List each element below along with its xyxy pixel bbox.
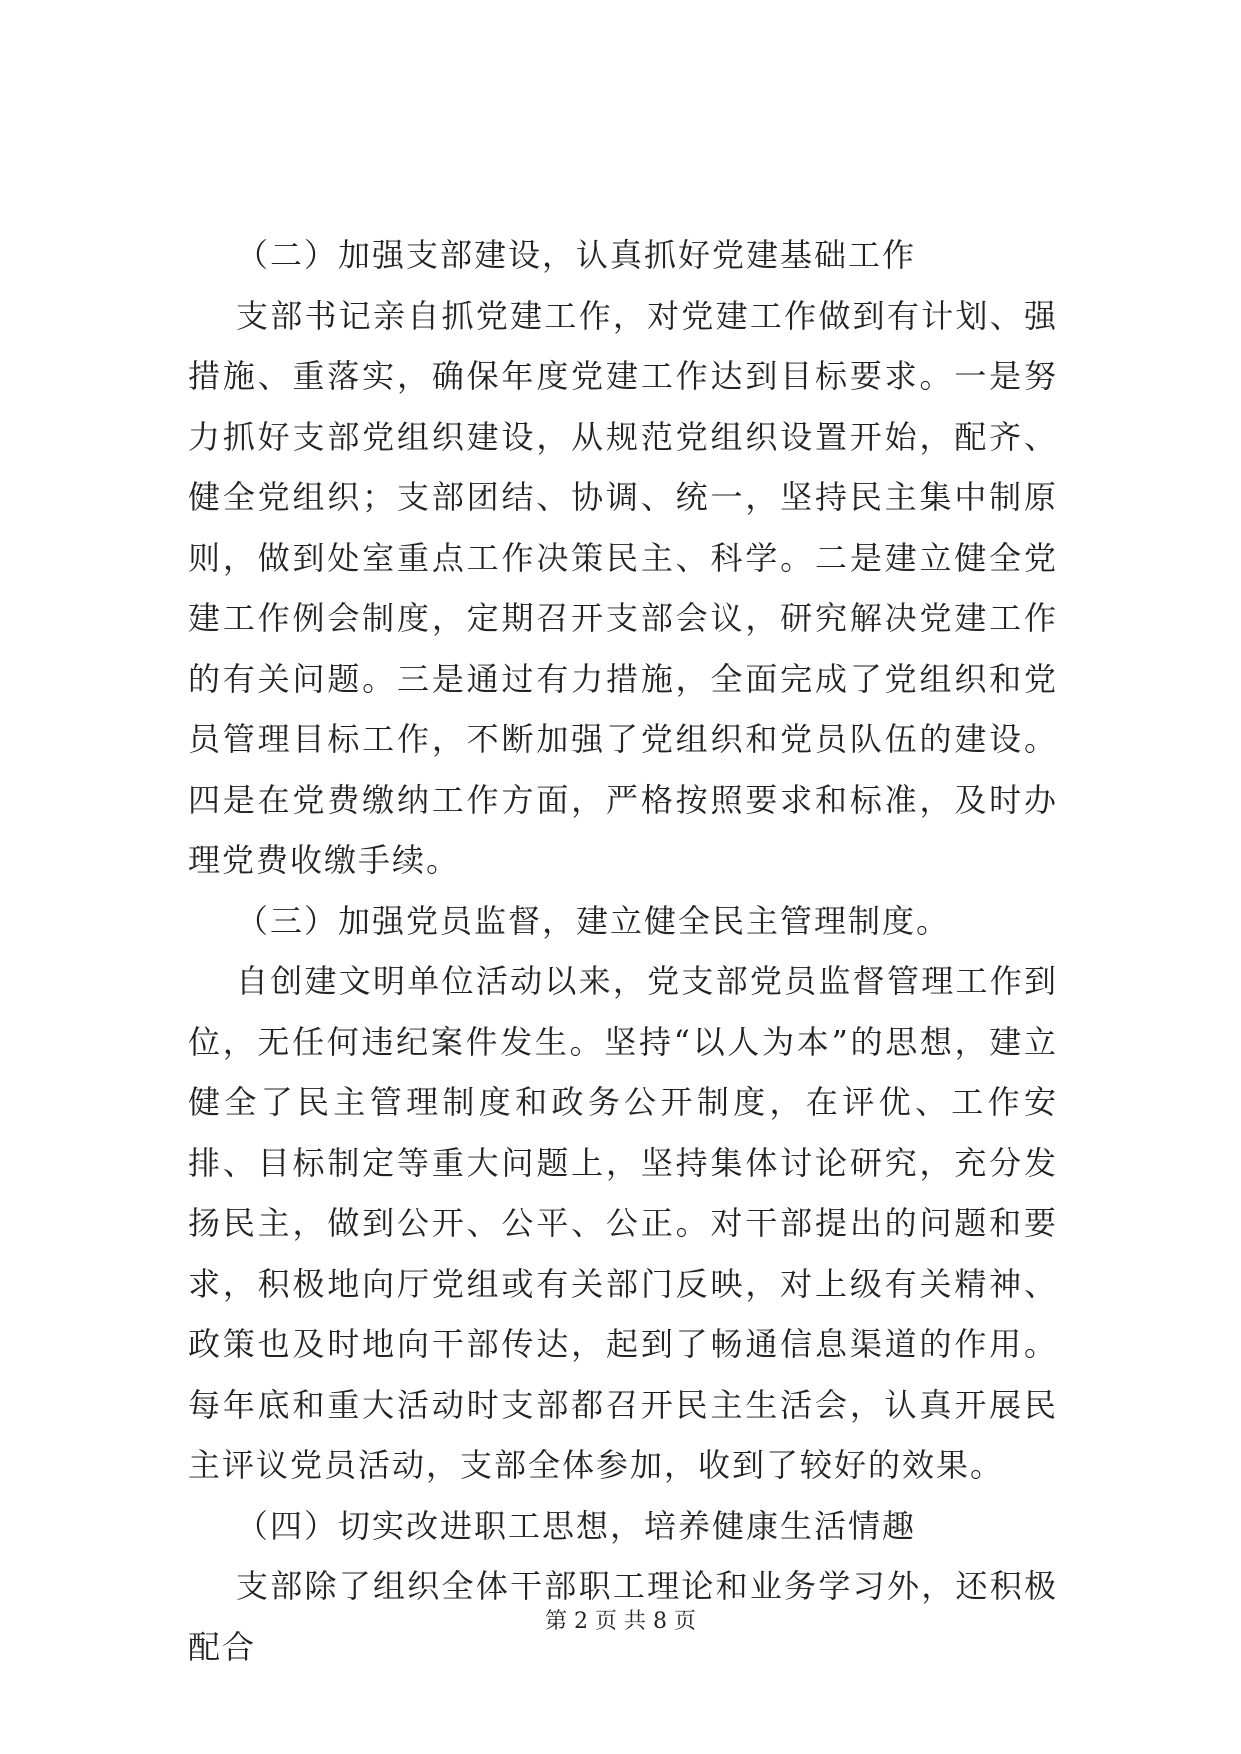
section-heading-2: （二）加强支部建设，认真抓好党建基础工作 xyxy=(236,236,917,274)
section-heading-3: （三）加强党员监督，建立健全民主管理制度。 xyxy=(236,901,951,940)
document-body xyxy=(188,225,1058,1677)
section-paragraph-2: 支部书记亲自抓党建工作，对党建工作做到有计划、强措施、重落实，确保年度党建工作达到目标要求。一是努力抓好支部党组织建设，从规范党组织设置开始，配齐、健全党组织；支部团结、协调、统一，坚持民主集中制原则，做到处室重点工作决策民主、科学。二是建立健全党建工作例会制度，定期召开支部会议，研究解决党建工作的有关问题。三是通过有力措施，全面完成了党组织和党员管理目标工作，不断加强了党组织和党员队伍的建设。四是在党费缴纳工作方面，严格按照要求和标准，及时办理党费收缴手续。 xyxy=(188,296,1058,879)
section-paragraph-3: 自创建文明单位活动以来，党支部党员监督管理工作到位，无任何违纪案件发生。坚持“以人为本”的思想，建立健全了民主管理制度和政务公开制度，在评优、工作安排、目标制定等重大问题上，坚持集体讨论研究，充分发扬民主，做到公开、公平、公正。对干部提出的问题和要求，积极地向厅党组或有关部门反映，对上级有关精神、政策也及时地向干部传达，起到了畅通信息渠道的作用。每年底和重大活动时支部都召开民主生活会，认真开展民主评议党员活动，支部全体参加，收到了较好的效果。 xyxy=(188,962,1058,1484)
section-heading-4: （四）切实改进职工思想，培养健康生活情趣 xyxy=(236,1506,917,1545)
page-number-footer: 第 2 页 共 8 页 xyxy=(545,1609,696,1634)
section-paragraph-4: 支部除了组织全体干部职工理论和业务学习外，还积极配合 xyxy=(188,1567,1058,1666)
